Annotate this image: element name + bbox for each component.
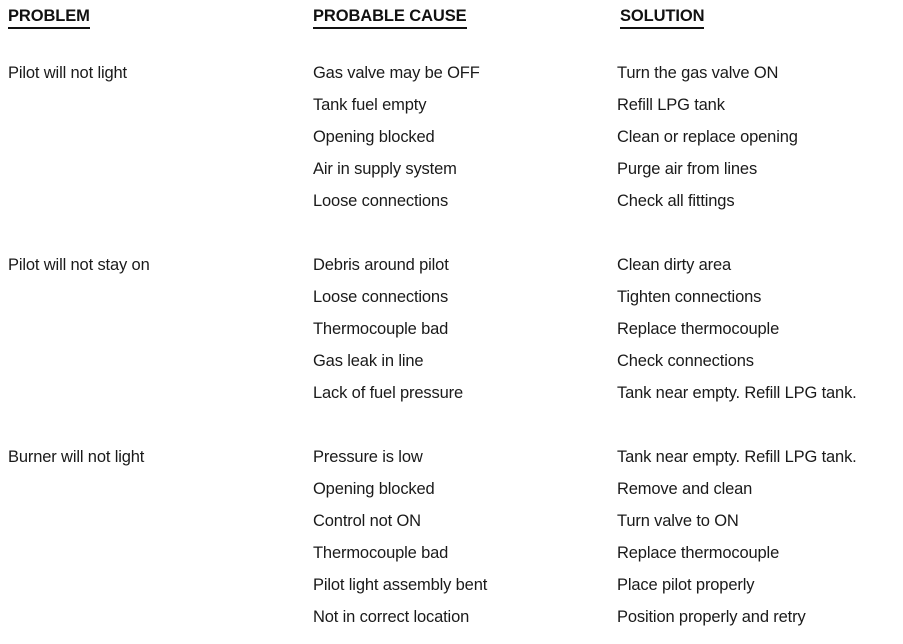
solution-cell: Clean or replace opening xyxy=(617,128,798,146)
problem-block xyxy=(0,62,903,222)
solution-cell: Refill LPG tank xyxy=(617,96,725,114)
probable-cause-cell: Not in correct location xyxy=(313,608,470,626)
solution-cell: Check all fittings xyxy=(617,192,735,210)
table-row xyxy=(0,286,903,318)
solution-cell: Turn valve to ON xyxy=(617,512,739,530)
solution-cell: Clean dirty area xyxy=(617,256,732,274)
solution-cell: Remove and clean xyxy=(617,480,753,498)
table-row xyxy=(0,510,903,542)
problem-cell: Pilot will not light xyxy=(8,64,127,82)
table-row xyxy=(0,94,903,126)
probable-cause-cell: Thermocouple bad xyxy=(313,320,449,338)
table-row xyxy=(0,350,903,382)
table-row xyxy=(0,446,903,478)
probable-cause-cell: Pressure is low xyxy=(313,448,423,466)
probable-cause-cell: Gas valve may be OFF xyxy=(313,64,480,82)
column-header-solution: SOLUTION xyxy=(620,6,704,29)
table-row xyxy=(0,606,903,638)
solution-cell: Turn the gas valve ON xyxy=(617,64,779,82)
problem-block xyxy=(0,254,903,414)
table-row xyxy=(0,254,903,286)
probable-cause-cell: Control not ON xyxy=(313,512,421,530)
solution-cell: Place pilot properly xyxy=(617,576,755,594)
problem-cell: Pilot will not stay on xyxy=(8,256,150,274)
probable-cause-cell: Gas leak in line xyxy=(313,352,424,370)
probable-cause-cell: Opening blocked xyxy=(313,480,435,498)
probable-cause-cell: Pilot light assembly bent xyxy=(313,576,488,594)
probable-cause-cell: Loose connections xyxy=(313,192,449,210)
probable-cause-cell: Debris around pilot xyxy=(313,256,449,274)
solution-cell: Tank near empty. Refill LPG tank. xyxy=(617,384,857,402)
table-row xyxy=(0,542,903,574)
problem-cell: Burner will not light xyxy=(8,448,145,466)
table-row xyxy=(0,158,903,190)
solution-cell: Replace thermocouple xyxy=(617,320,780,338)
probable-cause-cell: Opening blocked xyxy=(313,128,435,146)
solution-cell: Check connections xyxy=(617,352,754,370)
table-row xyxy=(0,62,903,94)
solution-cell: Tighten connections xyxy=(617,288,762,306)
table-row xyxy=(0,190,903,222)
probable-cause-cell: Thermocouple bad xyxy=(313,544,449,562)
table-row xyxy=(0,478,903,510)
table-row xyxy=(0,318,903,350)
column-header-problem: PROBLEM xyxy=(8,6,90,29)
problem-block xyxy=(0,446,903,638)
solution-cell: Purge air from lines xyxy=(617,160,758,178)
table-row xyxy=(0,382,903,414)
probable-cause-cell: Air in supply system xyxy=(313,160,457,178)
table-header-row xyxy=(0,6,903,34)
probable-cause-cell: Loose connections xyxy=(313,288,449,306)
table-row xyxy=(0,574,903,606)
table-row xyxy=(0,126,903,158)
probable-cause-cell: Tank fuel empty xyxy=(313,96,427,114)
column-header-probable-cause: PROBABLE CAUSE xyxy=(313,6,467,29)
solution-cell: Replace thermocouple xyxy=(617,544,780,562)
solution-cell: Tank near empty. Refill LPG tank. xyxy=(617,448,857,466)
table-body xyxy=(0,62,903,638)
solution-cell: Position properly and retry xyxy=(617,608,806,626)
probable-cause-cell: Lack of fuel pressure xyxy=(313,384,464,402)
